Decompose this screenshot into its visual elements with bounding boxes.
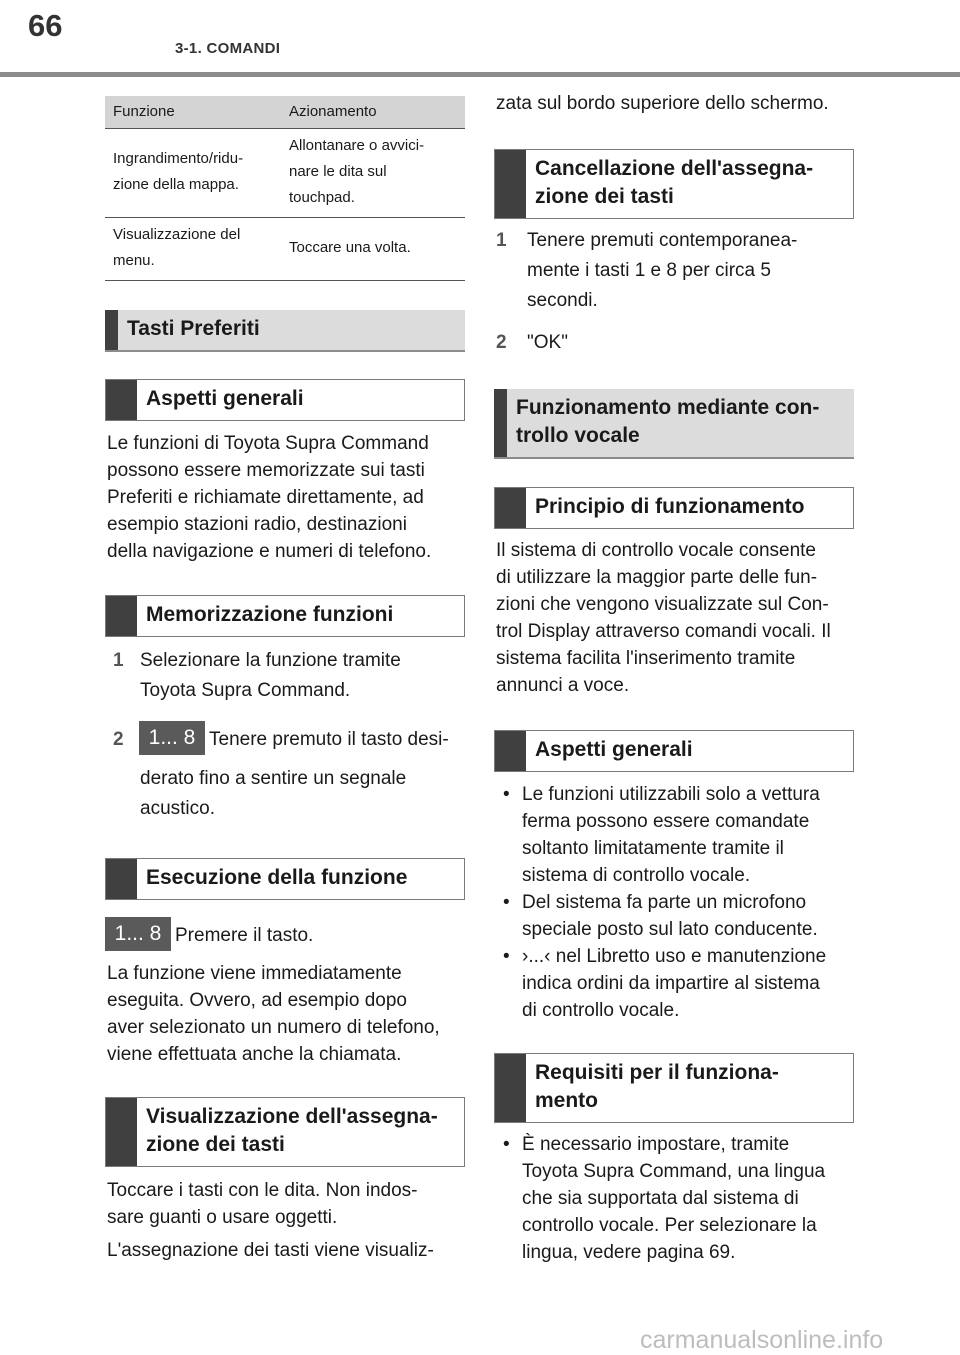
paragraph-toccare: [107, 1177, 467, 1231]
heading-text: Aspetti generali: [146, 387, 304, 410]
heading-line: Funzionamento mediante con-: [516, 396, 820, 419]
text-line: sistema di controllo vocale.: [522, 865, 751, 886]
step-text: "OK": [527, 332, 568, 353]
text-line: di controllo vocale.: [522, 1000, 680, 1021]
table-cell: Toccare una volta.: [289, 239, 411, 256]
watermark: carmanualsonline.info: [640, 1326, 884, 1354]
text-line: Selezionare la funzione tramite: [140, 650, 401, 671]
key-badge: 1... 8: [105, 917, 171, 951]
heading-text: [146, 1103, 438, 1159]
text-line: Toyota Supra Command.: [140, 680, 351, 701]
heading-line: trollo vocale: [516, 424, 640, 447]
text-line: Le funzioni utilizzabili solo a vettura: [522, 784, 820, 805]
header-rule: [0, 72, 960, 77]
text-line: acustico.: [140, 798, 215, 819]
table-header-function: Funzione: [113, 103, 175, 120]
text-line: ferma possono essere comandate: [522, 811, 810, 832]
text-line: controllo vocale. Per selezionare la: [522, 1215, 817, 1236]
heading-text: [535, 155, 813, 211]
heading-text: Aspetti generali: [535, 738, 693, 761]
paragraph-principio: [496, 537, 858, 699]
heading-text: [535, 1059, 779, 1115]
text-line: annunci a voce.: [496, 675, 630, 696]
bullet-icon: •: [503, 1134, 510, 1155]
bullet-list-requisiti: [503, 1131, 863, 1266]
table-cell: touchpad.: [289, 189, 355, 206]
text-line: esempio stazioni radio, destinazioni: [107, 514, 407, 535]
step-number: 1: [496, 230, 507, 251]
table-header-action: Azionamento: [289, 103, 377, 120]
text-line: Le funzioni di Toyota Supra Command: [107, 433, 429, 454]
text-line: Tenere premuti contemporanea-: [527, 230, 798, 251]
bullet-icon: •: [503, 946, 510, 967]
step-number: 1: [113, 650, 124, 671]
page-number: 66: [28, 8, 63, 43]
text-line: Preferiti e richiamate direttamente, ad: [107, 487, 424, 508]
step-2-inline: Tenere premuto il tasto desi-: [209, 729, 449, 750]
step-number: 2: [113, 729, 124, 750]
text-line: possono essere memorizzate sui tasti: [107, 460, 425, 481]
c-step-2: [496, 329, 568, 356]
heading-text: Esecuzione della funzione: [146, 866, 408, 889]
text-line: ›...‹ nel Libretto uso e manutenzione: [522, 946, 827, 967]
heading-cancellazione: [494, 149, 854, 219]
table-cell: Ingrandimento/ridu-: [113, 150, 244, 167]
text-line: Toccare i tasti con le dita. Non indos-: [107, 1180, 418, 1201]
table-cell: Visualizzazione del: [113, 226, 241, 243]
function-table: [105, 96, 465, 281]
heading-text: Principio di funzionamento: [535, 495, 805, 518]
text-line: zioni che vengono visualizzate sul Con-: [496, 594, 829, 615]
key-badge: 1... 8: [139, 721, 205, 755]
heading-visualizzazione: [105, 1097, 465, 1167]
paragraph-assegnazione: L'assegnazione dei tasti viene visualiz-: [107, 1240, 434, 1261]
text-line: La funzione viene immediatamente: [107, 963, 402, 984]
bullet-icon: •: [503, 784, 510, 805]
text-line: di utilizzare la maggior parte delle fun-: [496, 567, 818, 588]
table-cell: menu.: [113, 252, 155, 269]
text-line: della navigazione e numeri di telefono.: [107, 541, 432, 562]
table-cell: Allontanare o avvici-: [289, 137, 425, 154]
heading-text: Memorizzazione funzioni: [146, 603, 394, 626]
text-line: Del sistema fa parte un microfono: [522, 892, 807, 913]
list-item: [503, 781, 863, 889]
premere-text: Premere il tasto.: [175, 925, 314, 946]
heading-line: Cancellazione dell'assegna-: [535, 157, 814, 180]
paragraph-aspetti: [107, 430, 467, 565]
step-number: 2: [496, 332, 507, 353]
heading-principio: [494, 487, 854, 529]
text-line: speciale posto sul lato conducente.: [522, 919, 818, 940]
list-item: [503, 889, 863, 943]
text-line: secondi.: [527, 290, 598, 311]
heading-tasti-preferiti: [105, 310, 465, 352]
text-line: eseguita. Ovvero, ad esempio dopo: [107, 990, 407, 1011]
text-line: mente i tasti 1 e 8 per circa 5: [527, 260, 771, 281]
text-line: aver selezionato un numero di telefono,: [107, 1017, 440, 1038]
section-title: 3-1. COMANDI: [175, 40, 281, 57]
bullet-icon: •: [503, 892, 510, 913]
bullet-list: [503, 781, 863, 1024]
heading-text: Tasti Preferiti: [127, 317, 260, 340]
list-item: [503, 943, 863, 1024]
text-line: sare guanti o usare oggetti.: [107, 1207, 338, 1228]
step-2-text: [140, 764, 406, 824]
text-line: sistema facilita l'inserimento tramite: [496, 648, 796, 669]
heading-text: [516, 394, 819, 450]
list-item: [503, 1131, 863, 1266]
table-cell: nare le dita sul: [289, 163, 387, 180]
table-row: [105, 218, 465, 281]
paragraph-esecuzione: [107, 960, 467, 1068]
text-line: lingua, vedere pagina 69.: [522, 1242, 736, 1263]
paragraph-zata: zata sul bordo superiore dello schermo.: [496, 93, 829, 114]
table-row: [105, 129, 465, 218]
heading-line: mento: [535, 1089, 598, 1112]
heading-memorizzazione: [105, 595, 465, 637]
heading-aspetti-generali-2: [494, 730, 854, 772]
heading-funzionamento: [494, 389, 854, 459]
text-line: Toyota Supra Command, una lingua: [522, 1161, 826, 1182]
heading-line: zione dei tasti: [146, 1133, 285, 1156]
table-header: [105, 96, 465, 129]
text-line: che sia supportata dal sistema di: [522, 1188, 799, 1209]
step-2: [113, 726, 124, 753]
text-line: È necessario impostare, tramite: [522, 1134, 790, 1155]
text-line: soltanto limitatamente tramite il: [522, 838, 784, 859]
table-cell: zione della mappa.: [113, 176, 239, 193]
heading-line: Visualizzazione dell'assegna-: [146, 1105, 438, 1128]
heading-line: zione dei tasti: [535, 185, 674, 208]
text-line: trol Display attraverso comandi vocali. Il: [496, 621, 831, 642]
text-line: derato fino a sentire un segnale: [140, 768, 407, 789]
text-line: indica ordini da impartire al sistema: [522, 973, 820, 994]
heading-aspetti-generali: [105, 379, 465, 421]
text-line: viene effettuata anche la chiamata.: [107, 1044, 402, 1065]
text-line: Il sistema di controllo vocale consente: [496, 540, 816, 561]
heading-line: Requisiti per il funziona-: [535, 1061, 779, 1084]
heading-esecuzione: [105, 858, 465, 900]
heading-requisiti: [494, 1053, 854, 1123]
